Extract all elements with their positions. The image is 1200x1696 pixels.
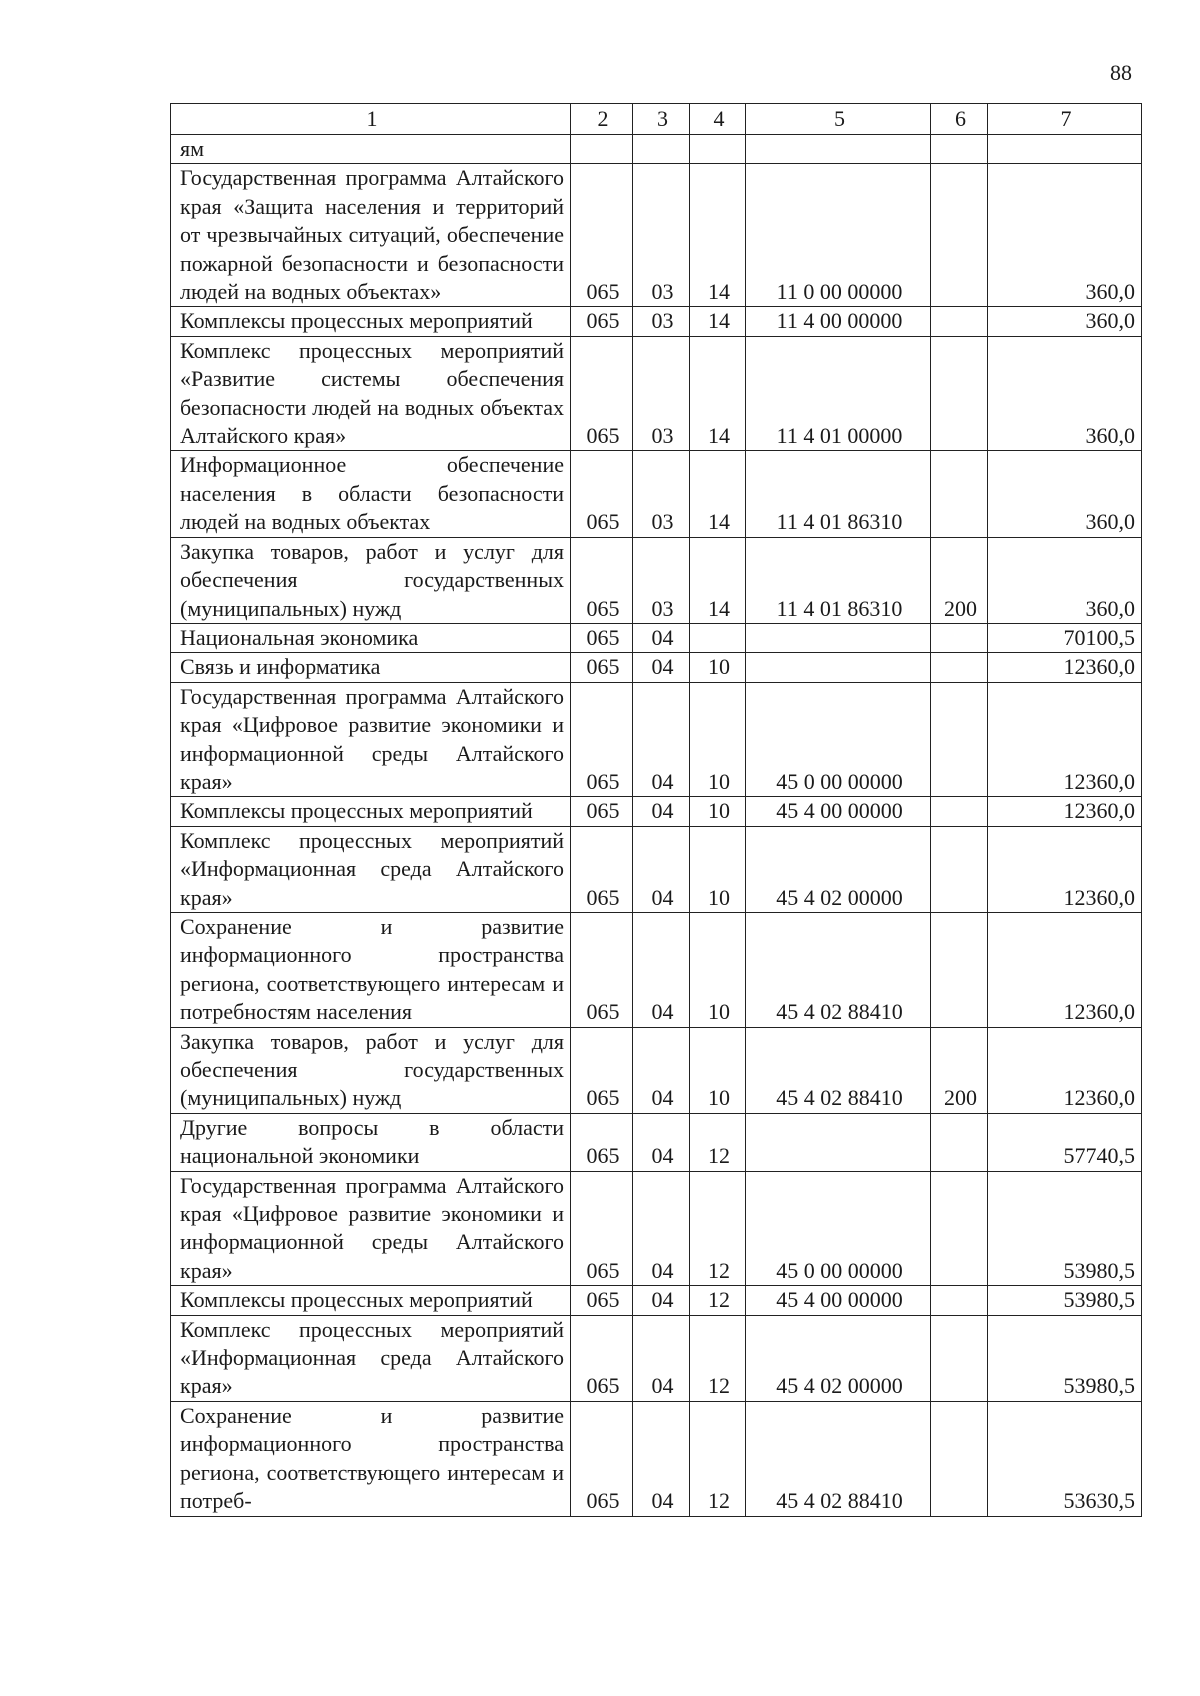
row-section-cell: 03 [633,164,690,307]
row-code-cell: 065 [571,1315,633,1401]
row-section-cell: 04 [633,1113,690,1171]
header-row [171,104,1142,135]
row-section-cell: 03 [633,451,690,537]
header-col-2: 2 [571,104,633,135]
row-subsection-cell: 12 [690,1286,746,1315]
row-code-cell: 065 [571,623,633,652]
row-expense-type-cell [931,826,988,912]
row-code-cell: 065 [571,826,633,912]
budget-table [170,103,1142,1517]
row-name-cell: Другие вопросы в области национальной экономики [171,1113,571,1171]
row-subsection-cell: 14 [690,336,746,451]
row-subsection-cell: 14 [690,451,746,537]
row-expense-type-cell [931,653,988,682]
row-section-cell: 04 [633,1027,690,1113]
row-expense-type-cell [931,1113,988,1171]
row-amount-cell: 53980,5 [988,1315,1142,1401]
row-amount-cell: 12360,0 [988,797,1142,826]
row-expense-type-cell [931,623,988,652]
row-section-cell: 03 [633,537,690,623]
row-section-cell: 04 [633,682,690,797]
row-subsection-cell: 14 [690,537,746,623]
row-name-cell: Сохранение и развитие информационного пространства региона, соответствующего интересам и потребностям населения [171,912,571,1027]
row-target-article-cell: 11 4 01 00000 [746,336,931,451]
row-amount-cell: 57740,5 [988,1113,1142,1171]
row-target-article-cell: 45 0 00 00000 [746,1171,931,1286]
row-amount-cell: 360,0 [988,537,1142,623]
row-section-cell: 04 [633,653,690,682]
row-name-cell: Государственная программа Алтайского края «Цифровое развитие экономики и информационной среды Алтайского края» [171,1171,571,1286]
row-amount-cell: 12360,0 [988,653,1142,682]
row-amount-cell: 53980,5 [988,1171,1142,1286]
row-target-article-cell: 45 4 00 00000 [746,1286,931,1315]
row-subsection-cell: 10 [690,912,746,1027]
row-name-cell: Сохранение и развитие информационного пространства региона, соответствующего интересам и потреб- [171,1401,571,1516]
row-section-cell: 04 [633,797,690,826]
row-section-cell [633,135,690,164]
row-code-cell: 065 [571,451,633,537]
row-expense-type-cell: 200 [931,537,988,623]
row-expense-type-cell: 200 [931,1027,988,1113]
row-target-article-cell [746,623,931,652]
row-amount-cell: 70100,5 [988,623,1142,652]
row-amount-cell: 360,0 [988,164,1142,307]
row-subsection-cell: 12 [690,1171,746,1286]
row-name-cell: Государственная программа Алтайского края «Защита населения и территорий от чрезвычайных ситуаций, обеспечение пожарной безопасности и безопасности людей на водных объектах» [171,164,571,307]
row-expense-type-cell [931,451,988,537]
row-name-cell: Комплекс процессных мероприятий «Информационная среда Алтайского края» [171,1315,571,1401]
row-section-cell: 04 [633,1171,690,1286]
row-name-cell: Закупка товаров, работ и услуг для обеспечения государственных (муниципальных) нужд [171,537,571,623]
row-code-cell: 065 [571,797,633,826]
row-name-cell: Комплексы процессных мероприятий [171,307,571,336]
header-col-3: 3 [633,104,690,135]
row-code-cell: 065 [571,682,633,797]
table-header [171,104,1142,135]
row-name-cell: Комплексы процессных мероприятий [171,1286,571,1315]
row-expense-type-cell [931,682,988,797]
page-number: 88 [1110,60,1132,85]
table-row [171,1315,1142,1401]
row-code-cell: 065 [571,653,633,682]
row-code-cell: 065 [571,1027,633,1113]
row-subsection-cell: 12 [690,1315,746,1401]
row-subsection-cell [690,135,746,164]
row-name-cell: Информационное обеспечение населения в области безопасности людей на водных объектах [171,451,571,537]
row-section-cell: 04 [633,826,690,912]
row-target-article-cell: 45 4 02 00000 [746,826,931,912]
table-row [171,826,1142,912]
table-row [171,623,1142,652]
header-col-1: 1 [171,104,571,135]
row-target-article-cell [746,1113,931,1171]
row-expense-type-cell [931,135,988,164]
row-name-cell: Комплексы процессных мероприятий [171,797,571,826]
row-expense-type-cell [931,307,988,336]
row-code-cell [571,135,633,164]
row-section-cell: 04 [633,1401,690,1516]
row-target-article-cell: 45 4 02 88410 [746,1027,931,1113]
row-amount-cell: 12360,0 [988,1027,1142,1113]
row-target-article-cell: 11 4 00 00000 [746,307,931,336]
table-row [171,1171,1142,1286]
row-code-cell: 065 [571,1401,633,1516]
table-row [171,336,1142,451]
row-subsection-cell: 10 [690,797,746,826]
row-subsection-cell: 10 [690,826,746,912]
table-row [171,135,1142,164]
row-section-cell: 04 [633,1315,690,1401]
row-amount-cell: 53630,5 [988,1401,1142,1516]
row-amount-cell: 360,0 [988,336,1142,451]
row-target-article-cell: 45 4 02 88410 [746,1401,931,1516]
table-row [171,797,1142,826]
row-subsection-cell: 14 [690,307,746,336]
row-expense-type-cell [931,1401,988,1516]
table-row [171,537,1142,623]
row-code-cell: 065 [571,537,633,623]
row-target-article-cell [746,135,931,164]
header-col-4: 4 [690,104,746,135]
row-subsection-cell: 10 [690,682,746,797]
table-row [171,164,1142,307]
row-section-cell: 04 [633,912,690,1027]
row-code-cell: 065 [571,164,633,307]
row-name-cell: ям [171,135,571,164]
row-section-cell: 04 [633,623,690,652]
row-target-article-cell: 45 4 02 88410 [746,912,931,1027]
row-expense-type-cell [931,336,988,451]
row-amount-cell: 12360,0 [988,912,1142,1027]
table-row [171,307,1142,336]
row-amount-cell: 12360,0 [988,826,1142,912]
row-name-cell: Комплекс процессных мероприятий «Информационная среда Алтайского края» [171,826,571,912]
table-row [171,1027,1142,1113]
row-name-cell: Государственная программа Алтайского края «Цифровое развитие экономики и информационной среды Алтайского края» [171,682,571,797]
row-amount-cell: 12360,0 [988,682,1142,797]
row-section-cell: 04 [633,1286,690,1315]
table-body [171,135,1142,1517]
row-amount-cell: 360,0 [988,451,1142,537]
row-name-cell: Комплекс процессных мероприятий «Развитие системы обеспечения безопасности людей на водных объектах Алтайского края» [171,336,571,451]
row-name-cell: Закупка товаров, работ и услуг для обеспечения государственных (муниципальных) нужд [171,1027,571,1113]
row-code-cell: 065 [571,1286,633,1315]
row-name-cell: Связь и информатика [171,653,571,682]
table-row [171,1113,1142,1171]
row-code-cell: 065 [571,336,633,451]
table-row [171,1401,1142,1516]
row-subsection-cell: 10 [690,653,746,682]
row-expense-type-cell [931,164,988,307]
row-subsection-cell: 12 [690,1113,746,1171]
table-row [171,653,1142,682]
row-target-article-cell [746,653,931,682]
row-target-article-cell: 45 4 02 00000 [746,1315,931,1401]
row-expense-type-cell [931,1286,988,1315]
row-target-article-cell: 11 4 01 86310 [746,537,931,623]
row-section-cell: 03 [633,307,690,336]
row-name-cell: Национальная экономика [171,623,571,652]
row-subsection-cell: 10 [690,1027,746,1113]
row-code-cell: 065 [571,912,633,1027]
row-amount-cell: 53980,5 [988,1286,1142,1315]
row-code-cell: 065 [571,1113,633,1171]
row-amount-cell [988,135,1142,164]
row-section-cell: 03 [633,336,690,451]
row-code-cell: 065 [571,1171,633,1286]
table-row [171,1286,1142,1315]
header-col-5: 5 [746,104,931,135]
table-row [171,912,1142,1027]
table-row [171,682,1142,797]
row-target-article-cell: 45 4 00 00000 [746,797,931,826]
row-target-article-cell: 11 4 01 86310 [746,451,931,537]
row-target-article-cell: 45 0 00 00000 [746,682,931,797]
row-subsection-cell: 12 [690,1401,746,1516]
row-code-cell: 065 [571,307,633,336]
row-expense-type-cell [931,1315,988,1401]
header-col-6: 6 [931,104,988,135]
row-subsection-cell: 14 [690,164,746,307]
header-col-7: 7 [988,104,1142,135]
row-expense-type-cell [931,1171,988,1286]
row-target-article-cell: 11 0 00 00000 [746,164,931,307]
table-row [171,451,1142,537]
row-expense-type-cell [931,797,988,826]
row-expense-type-cell [931,912,988,1027]
row-subsection-cell [690,623,746,652]
row-amount-cell: 360,0 [988,307,1142,336]
